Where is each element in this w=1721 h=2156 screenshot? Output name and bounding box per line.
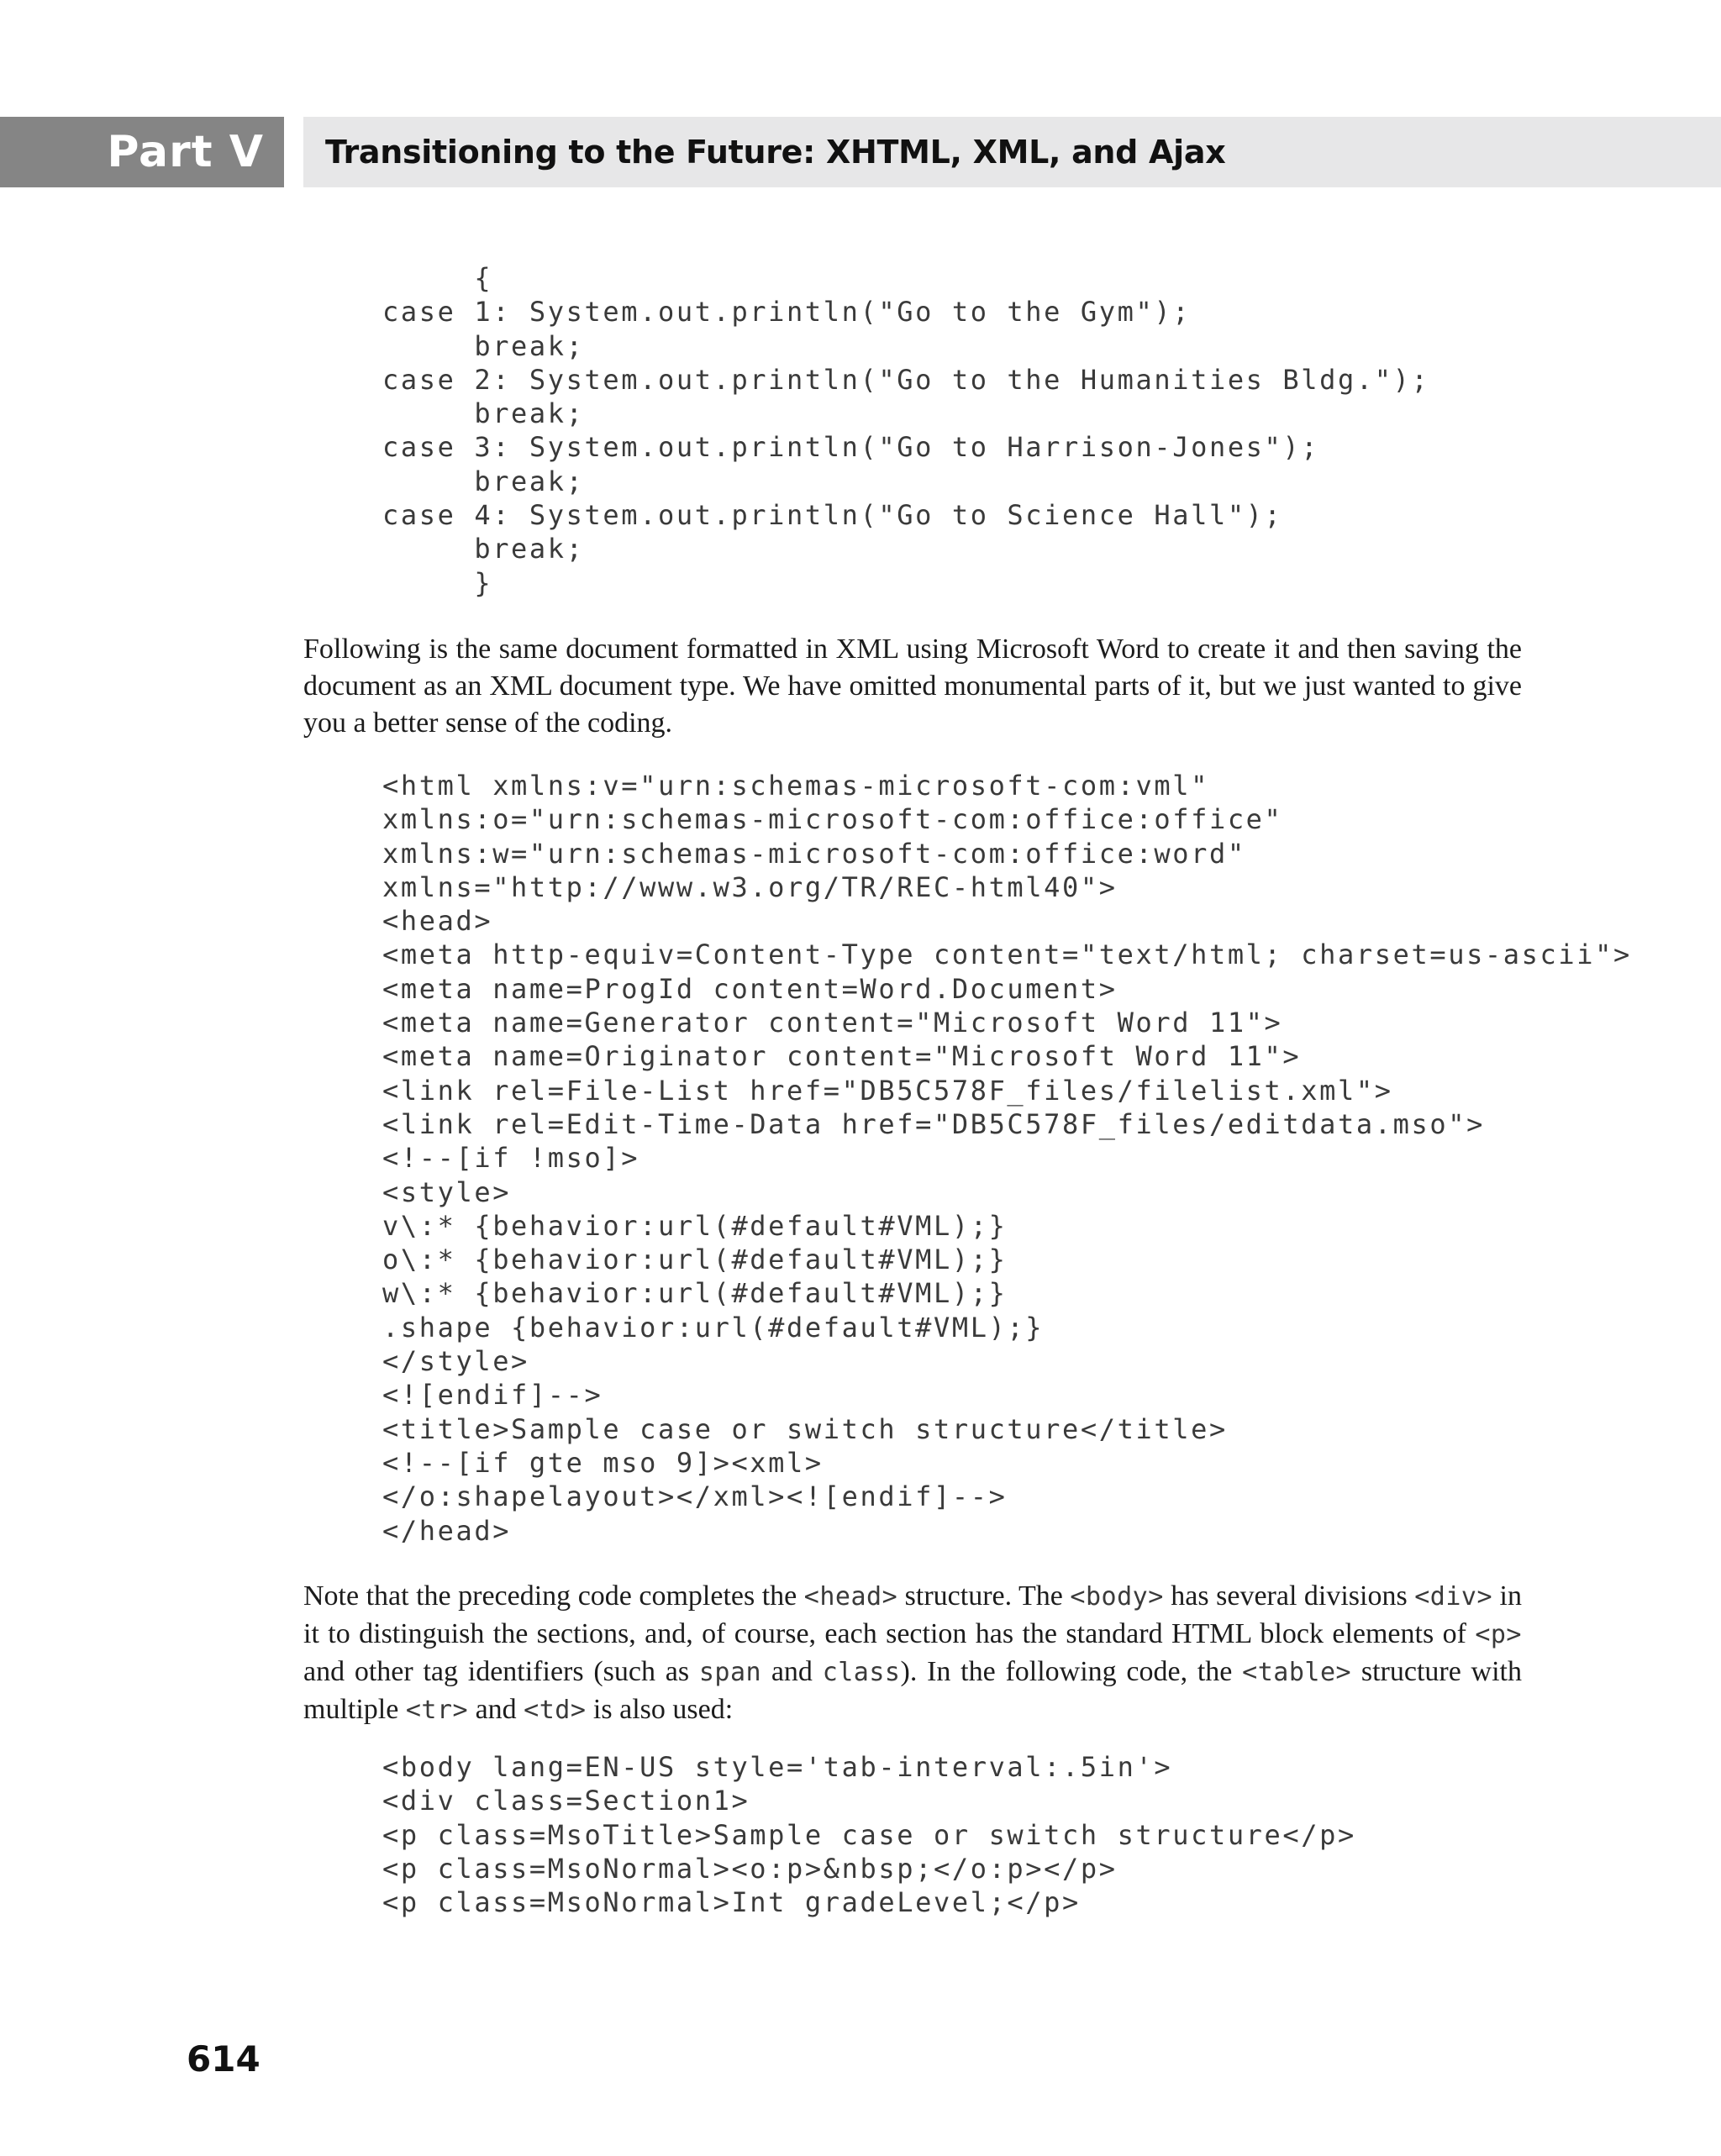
text-run: has several divisions [1163, 1580, 1415, 1612]
text-run: in it to distinguish the sections, and, of course, each section has the standard HTML block elements of [303, 1580, 1523, 1649]
inline-code: <body> [1070, 1582, 1164, 1612]
inline-code: <td> [524, 1696, 587, 1725]
part-label-box [0, 117, 284, 187]
inline-code: span [698, 1658, 762, 1687]
chapter-title: Transitioning to the Future: XHTML, XML, and Ajax [325, 134, 1226, 171]
inline-code: <table> [1242, 1658, 1352, 1687]
inline-code: <tr> [405, 1696, 469, 1725]
page-number: 614 [187, 2038, 261, 2080]
text-run: and [468, 1694, 524, 1725]
chapter-header-bar [303, 117, 1721, 187]
inline-code: class [822, 1658, 901, 1687]
text-run: ). In the following code, the [900, 1656, 1243, 1687]
part-label: Part V [107, 127, 264, 177]
inline-code: <head> [803, 1582, 898, 1612]
inline-code: <p> [1475, 1620, 1522, 1649]
text-run: structure. The [897, 1580, 1071, 1612]
body-paragraph-xml-intro: Following is the same document formatted in XML using Microsoft Word to create it and then saving the document as an XML document type. We have omitted monumental parts of it, but we just wanted to give you a better sense of the coding. [303, 634, 1522, 739]
text-run: is also used: [586, 1694, 734, 1725]
body-paragraph-body-structure [303, 1578, 1522, 1729]
code-block-switch-cases: { case 1: System.out.println("Go to the Gym"); break; case 2: System.out.println("Go to the Humanities Bldg."); break; case 3: System.out.println("Go to Harrison-Jones"); break; case 4: System.out.println("Go to Science Hall"); break; } [382, 262, 1430, 599]
text-run: and other tag identifiers (such as [303, 1656, 699, 1687]
text-run: Note that the preceding code completes the [303, 1580, 804, 1612]
inline-code: <div> [1414, 1582, 1493, 1612]
code-block-html-body: <body lang=EN-US style='tab-interval:.5in'> <div class=Section1> <p class=MsoTitle>Sample case or switch structure</p> <p class=MsoNormal><o:p>&nbsp;</o:p></p> <p class=MsoNormal>Int gradeLevel;</p> [382, 1751, 1356, 1919]
text-run: structure with multiple [303, 1656, 1522, 1725]
code-block-html-head: <html xmlns:v="urn:schemas-microsoft-com:vml" xmlns:o="urn:schemas-microsoft-com:office:office" xmlns:w="urn:schemas-microsoft-com:office:word" xmlns="http://www.w3.org/TR/REC-html40"> <head> <meta http-equiv=Content-Type content="text/html; charset=us-ascii"> <meta name=ProgId content=Word.Document> <meta name=Generator content="Microsoft Word 11"> <meta name=Originator content="Microsoft Word 11"> <link rel=File-List href="DB5C578F_files/filelist.xml"> <link rel=Edit-Time-Data href="DB5C578F_files/editdata.mso"> <!--[if !mso]> <style> v\:* {behavior:url(#default#VML);} o\:* {behavior:url(#default#VML);} w\:* {behavior:url(#default#VML);} .shape {behavior:url(#default#VML);} </style> <![endif]--> <title>Sample case or switch structure</title> <!--[if gte mso 9]><xml> </o:shapelayout></xml><![endif]--> </head> [382, 770, 1632, 1547]
text-run: and [761, 1656, 823, 1687]
